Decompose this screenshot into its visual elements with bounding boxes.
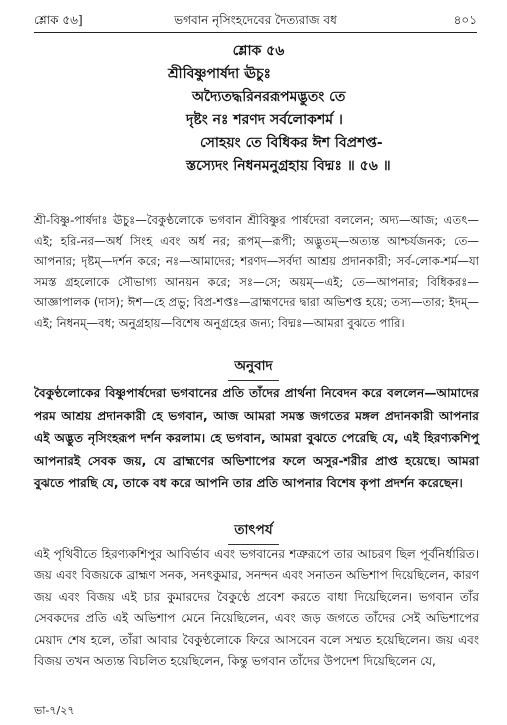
synonyms-paragraph: শ্রী-বিষ্ণু-পার্ষদাঃ ঊচুঃ—বৈকুণ্ঠলোকে ভগবান শ্রীবিষ্ণুর পার্ষদেরা বললেন; অদ্য—আজ; এতৎ—এই; হরি-নর—অর্ধ সিংহ এবং অর্ধ নর; রূপম্—রূপী; অদ্ভুতম্—অত্যন্ত আশ্চর্যজনক; তে—আপনার; দৃষ্টম্—দর্শন করে; নঃ—আমাদের; শরণদ—সর্বদা আশ্রয় প্রদানকারী; সর্ব-লোক-শর্ম—যা সমস্ত গ্রহলোকে সৌভাগ্য আনয়ন করে; সঃ—সে; অয়ম্—এই; তে—আপনার; বিধিকরঃ—আজ্ঞাপালক (দাস); ঈশ—হে প্রভু; বিপ্র-শপ্তঃ—ব্রাহ্মণদের দ্বারা অভিশপ্ত হয়ে; তস্য—তার; ইদম্—এই; নিধনম্—বধ; অনুগ্রহায়—বিশেষ অনুগ্রহের জন্য; বিদ্মঃ—আমরা বুঝতে পারি।: [34, 213, 479, 330]
purport-heading-text: তাৎপর্য: [228, 519, 278, 545]
verse-block: [40, 40, 477, 178]
header-chapter-title: ভগবান নৃসিংহদেবের দৈত্যরাজ বধ: [174, 13, 337, 27]
verse-line: সোহয়ং তে বিধিকর ঈশ বিপ্রশপ্ত-: [200, 135, 383, 151]
verse-line: দৃষ্টং নঃ শরণদ সর্বলোকশর্ম ।: [186, 112, 343, 128]
page-number: ৪০১: [453, 13, 477, 27]
translation-heading: [0, 355, 507, 381]
footer-signature: ভা-৭/২৭: [34, 704, 75, 717]
verse-line: অদ্যৈতদ্ধরিনররূপমদ্ভুতং তে: [192, 89, 346, 105]
translation-paragraph: বৈকুণ্ঠলোকের বিষ্ণুপার্ষদেরা ভগবানের প্রতি তাঁদের প্রার্থনা নিবেদন করে বললেন—আমাদের পরম আশ্রয় প্রদানকারী হে ভগবান, আজ আমরা সমস্ত জগতের মঙ্গল প্রদানকারী আপনার এই অদ্ভুত নৃসিংহরূপ দর্শন করলাম। হে ভগবান, আমরা বুঝতে পেরেছি যে, এই হিরণ্যকশিপু আপনারই সেবক জয়, যে ব্রাহ্মণের অভিশাপের ফলে অসুর-শরীর প্রাপ্ত হয়েছে। আমরা বুঝতে পারছি যে, তাকে বধ করে আপনি তার প্রতি আপনার বিশেষ কৃপা প্রদর্শন করেছেন।: [34, 386, 479, 491]
header-divider: [34, 32, 477, 33]
header-verse-ref: শ্লোক ৫৬]: [34, 13, 83, 27]
verse-line: শ্রীবিষ্ণুপার্ষদা ঊচুঃ: [168, 66, 272, 82]
purport-heading: [0, 519, 507, 545]
verse-line: স্তস্যেদং নিধনমনুগ্রহায় বিদ্মঃ ॥ ৫৬ ॥: [186, 158, 391, 174]
translation-heading-text: অনুবাদ: [228, 355, 278, 381]
purport-paragraph: এই পৃথিবীতে হিরণ্যকশিপুর আবির্ভাব এবং ভগবানের শত্রুরূপে তার আচরণ ছিল পূর্বনির্ধারিত। জয় এবং বিজয়কে ব্রাহ্মণ সনক, সনৎকুমার, সনন্দন এবং সনাতন অভিশাপ দিয়েছিলেন, কারণ জয় এবং বিজয় এই চার কুমারদের বৈকুণ্ঠে প্রবেশ করতে বাধা দিয়েছিলেন। ভগবান তাঁর সেবকদের প্রতি এই অভিশাপ মেনে নিয়েছিলেন, এবং জড় জগতে তাঁদের সেই অভিশাপের মেয়াদ শেষ হলে, তাঁরা আবার বৈকুণ্ঠলোকে ফিরে আসবেন বলে সম্মত হয়েছিলেন। জয় এবং বিজয় তখন অত্যন্ত বিচলিত হয়েছিলেন, কিন্তু ভগবান তাঁদের উপদেশ দিয়েছিলেন যে,: [34, 547, 479, 669]
running-header: [34, 10, 477, 30]
verse-number: শ্লোক ৫৬: [232, 43, 285, 59]
